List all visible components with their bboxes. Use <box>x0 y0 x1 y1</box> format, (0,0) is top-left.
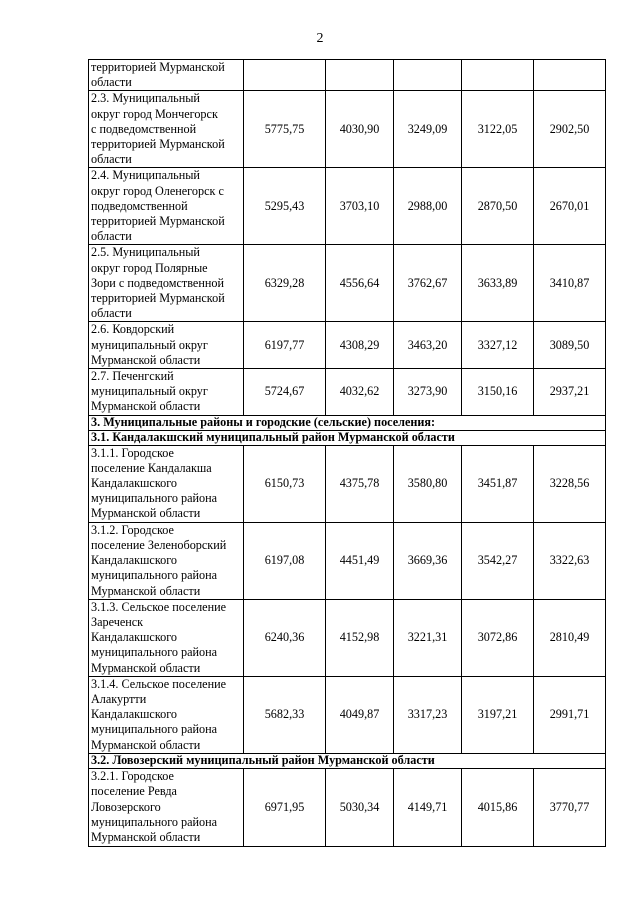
value-cell: 2810,49 <box>534 599 606 676</box>
municipality-name-line: муниципальный округ <box>91 384 208 399</box>
municipality-name-line: поселение Зеленоборский <box>91 537 227 552</box>
value-cell: 2991,71 <box>534 676 606 753</box>
value-cell: 4049,87 <box>326 676 394 753</box>
section-header: 3.2. Ловозерский муниципальный район Мурманской области <box>89 753 606 768</box>
value-cell: 4149,71 <box>394 768 462 846</box>
value-cell: 6197,77 <box>244 322 326 369</box>
municipality-name-line: с подведомственной <box>91 121 197 136</box>
value-cell: 5030,34 <box>326 768 394 846</box>
municipality-name-cell <box>89 768 244 846</box>
municipality-name-line: Кандалакшского <box>91 476 178 491</box>
value-cell: 3669,36 <box>394 522 462 599</box>
value-cell: 2937,21 <box>534 369 606 416</box>
municipality-name-line: 3.1.2. Городское <box>91 522 174 537</box>
municipality-name-line: округ город Оленегорск с <box>91 183 224 198</box>
municipality-name-line: 2.7. Печенгский <box>91 369 174 384</box>
municipality-name-line: округ город Мончегорск <box>91 106 218 121</box>
section-header-row <box>89 753 606 768</box>
municipality-name-line: 2.4. Муниципальный <box>91 168 200 183</box>
value-cell: 4375,78 <box>326 445 394 522</box>
page-number: 2 <box>316 31 324 46</box>
value-cell: 2670,01 <box>534 168 606 245</box>
value-cell: 3703,10 <box>326 168 394 245</box>
municipality-name-line: Мурманской области <box>91 506 201 521</box>
table-row <box>89 168 606 245</box>
value-cell <box>394 60 462 91</box>
municipality-name-line: муниципального района <box>91 491 218 506</box>
value-cell: 3249,09 <box>394 91 462 168</box>
value-cell: 4451,49 <box>326 522 394 599</box>
value-cell: 3327,12 <box>462 322 534 369</box>
municipality-name-line: муниципальный округ <box>91 337 208 352</box>
value-cell: 4308,29 <box>326 322 394 369</box>
value-cell: 3410,87 <box>534 245 606 322</box>
municipality-name-line: Зори с подведомственной <box>91 275 224 290</box>
data-table <box>88 59 606 847</box>
municipality-name-cell <box>89 599 244 676</box>
municipality-name-line: поселение Кандалакша <box>91 460 212 475</box>
municipality-name-line: области <box>91 306 132 321</box>
value-cell: 4032,62 <box>326 369 394 416</box>
municipality-name-line: территорией Мурманской <box>91 60 225 74</box>
municipality-name-cell <box>89 522 244 599</box>
value-cell: 4015,86 <box>462 768 534 846</box>
value-cell: 3633,89 <box>462 245 534 322</box>
value-cell: 3150,16 <box>462 369 534 416</box>
value-cell: 5775,75 <box>244 91 326 168</box>
municipality-name-line: Ловозерского <box>91 799 161 814</box>
value-cell: 5295,43 <box>244 168 326 245</box>
municipality-name-line: Мурманской области <box>91 352 201 367</box>
table-row <box>89 599 606 676</box>
municipality-name-line: области <box>91 75 132 90</box>
municipality-name-line: Мурманской области <box>91 583 201 598</box>
value-cell: 4556,64 <box>326 245 394 322</box>
municipality-name-line: Алакуртти <box>91 691 147 706</box>
table-row <box>89 322 606 369</box>
municipality-name-line: муниципального района <box>91 568 218 583</box>
municipality-name-line: поселение Ревда <box>91 784 177 799</box>
value-cell: 3770,77 <box>534 768 606 846</box>
value-cell: 3451,87 <box>462 445 534 522</box>
table-row <box>89 369 606 416</box>
value-cell: 2870,50 <box>462 168 534 245</box>
municipality-name-cell <box>89 91 244 168</box>
value-cell: 3273,90 <box>394 369 462 416</box>
municipality-name-cell <box>89 676 244 753</box>
municipality-name-line: 3.1.4. Сельское поселение <box>91 676 227 691</box>
municipality-name-line: Кандалакшского <box>91 630 178 645</box>
table-row <box>89 522 606 599</box>
value-cell: 3580,80 <box>394 445 462 522</box>
municipality-name-line: территорией Мурманской <box>91 137 225 152</box>
value-cell: 2988,00 <box>394 168 462 245</box>
table-row <box>89 245 606 322</box>
municipality-name-line: Кандалакшского <box>91 707 178 722</box>
value-cell: 3317,23 <box>394 676 462 753</box>
municipality-name-line: 3.1.3. Сельское поселение <box>91 599 227 614</box>
municipality-name-line: 2.6. Ковдорский <box>91 322 175 337</box>
municipality-name-line: области <box>91 229 132 244</box>
municipality-name-line: муниципального района <box>91 722 218 737</box>
value-cell: 3322,63 <box>534 522 606 599</box>
value-cell: 3122,05 <box>462 91 534 168</box>
value-cell: 6329,28 <box>244 245 326 322</box>
municipality-name-line: территорией Мурманской <box>91 291 225 306</box>
table-row <box>89 445 606 522</box>
section-header-row <box>89 430 606 445</box>
section-header-row <box>89 415 606 430</box>
municipality-name-line: 3.1.1. Городское <box>91 445 174 460</box>
value-cell <box>244 60 326 91</box>
section-header: 3. Муниципальные районы и городские (сельские) поселения: <box>89 415 606 430</box>
value-cell: 6150,73 <box>244 445 326 522</box>
municipality-name-line: 2.3. Муниципальный <box>91 91 200 106</box>
value-cell: 3072,86 <box>462 599 534 676</box>
municipality-name-line: округ город Полярные <box>91 260 208 275</box>
value-cell: 2902,50 <box>534 91 606 168</box>
municipality-name-line: 2.5. Муниципальный <box>91 245 200 260</box>
value-cell <box>534 60 606 91</box>
value-cell: 6971,95 <box>244 768 326 846</box>
municipality-name-line: Мурманской области <box>91 830 201 845</box>
value-cell: 4152,98 <box>326 599 394 676</box>
municipality-name-line: территорией Мурманской <box>91 214 225 229</box>
value-cell <box>326 60 394 91</box>
municipality-name-line: Кандалакшского <box>91 553 178 568</box>
value-cell <box>462 60 534 91</box>
municipality-name-line: Мурманской области <box>91 660 201 675</box>
value-cell: 3542,27 <box>462 522 534 599</box>
municipality-name-cell <box>89 168 244 245</box>
table-row <box>89 768 606 846</box>
value-cell: 3762,67 <box>394 245 462 322</box>
value-cell: 5682,33 <box>244 676 326 753</box>
value-cell: 4030,90 <box>326 91 394 168</box>
value-cell: 3197,21 <box>462 676 534 753</box>
municipality-name-line: муниципального района <box>91 645 218 660</box>
table-row <box>89 60 606 91</box>
municipality-name-cell <box>89 322 244 369</box>
value-cell: 3463,20 <box>394 322 462 369</box>
table-row <box>89 676 606 753</box>
value-cell: 5724,67 <box>244 369 326 416</box>
value-cell: 3221,31 <box>394 599 462 676</box>
municipality-name-line: области <box>91 152 132 167</box>
table-row <box>89 91 606 168</box>
municipality-name-cell <box>89 369 244 416</box>
value-cell: 3228,56 <box>534 445 606 522</box>
section-header: 3.1. Кандалакшский муниципальный район Мурманской области <box>89 430 606 445</box>
value-cell: 3089,50 <box>534 322 606 369</box>
municipality-name-line: 3.2.1. Городское <box>91 769 174 784</box>
municipality-name-line: Мурманской области <box>91 737 201 752</box>
municipality-name-line: Мурманской области <box>91 399 201 414</box>
municipality-name-line: муниципального района <box>91 814 218 829</box>
value-cell: 6240,36 <box>244 599 326 676</box>
table-body <box>89 60 606 847</box>
value-cell: 6197,08 <box>244 522 326 599</box>
municipality-name-line: подведомственной <box>91 198 188 213</box>
municipality-name-cell <box>89 245 244 322</box>
municipality-name-cell <box>89 445 244 522</box>
municipality-name-cell <box>89 60 244 91</box>
municipality-name-line: Зареченск <box>91 614 144 629</box>
